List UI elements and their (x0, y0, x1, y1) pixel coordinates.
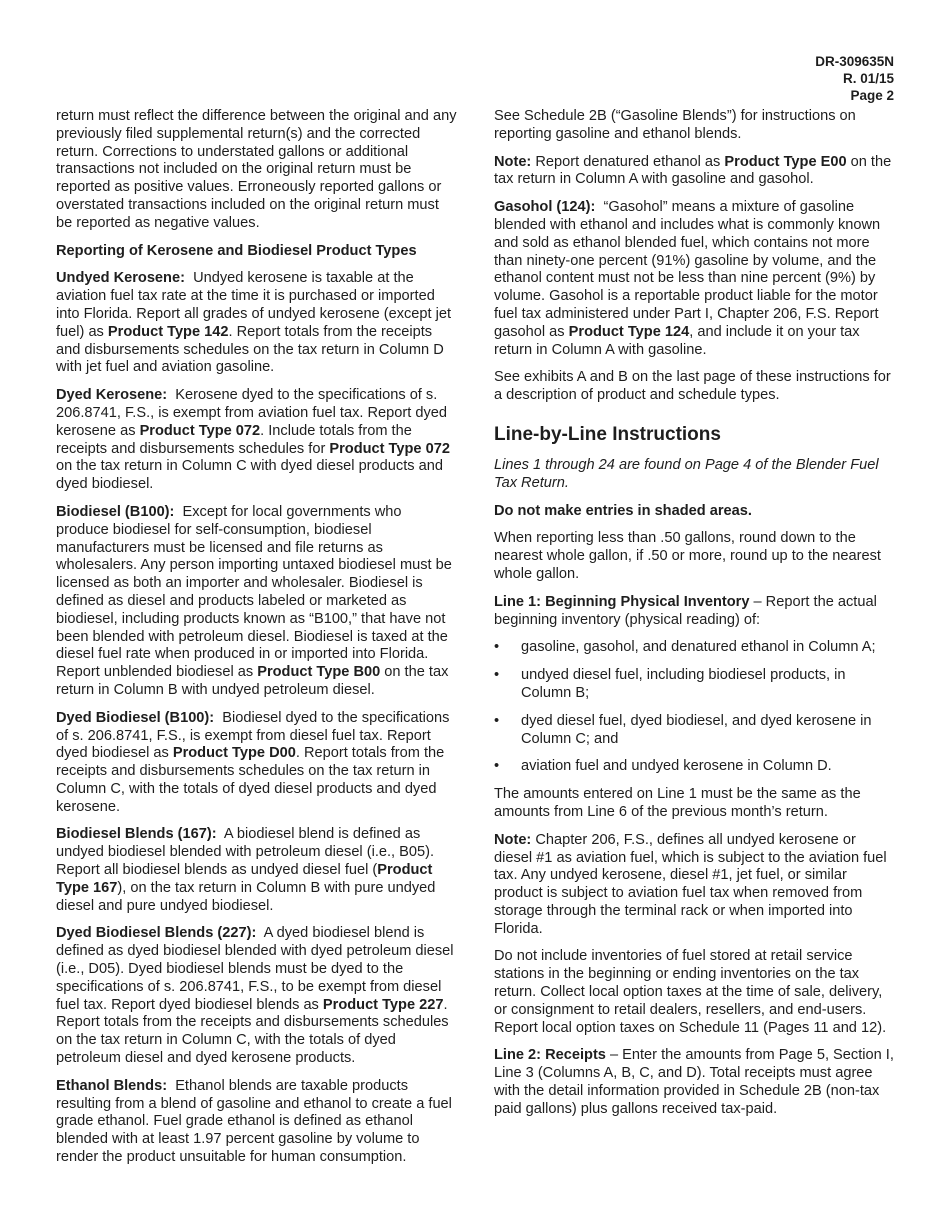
list-item (494, 667, 896, 703)
right-column (494, 108, 896, 1129)
line-1-paragraph (494, 594, 896, 630)
bullet-icon: • (494, 758, 500, 775)
biodiesel-text-cont: on the tax return in Column B with undyed petroleum diesel. (56, 664, 449, 698)
biodiesel-blends-text-cont: ), on the tax return in Column B with pure undyed diesel and pure undyed biodiesel. (56, 879, 436, 914)
list-item (494, 758, 896, 776)
ethanol-blends-title: Ethanol Blends: (56, 1077, 168, 1094)
dyed-kerosene-title: Dyed Kerosene: (56, 387, 168, 404)
line-1-amounts-paragraph: The amounts entered on Line 1 must be the same as the amounts from Line 6 of the previous month’s return. (494, 786, 861, 820)
undyed-kerosene-text: Undyed kerosene is taxable at the aviation fuel tax rate at the time it is purchased or imported into Florida. Report all grades of undyed kerosene (except jet fuel) as (56, 270, 452, 340)
dyed-kerosene-text-cont: . Include totals from the receipts and disbursements schedules for (56, 422, 412, 457)
dyed-kerosene-paragraph (56, 387, 458, 494)
biodiesel-blends-title: Biodiesel Blends (167): (56, 826, 217, 843)
line-2-paragraph (494, 1047, 896, 1118)
dyed-kerosene-text: Kerosene dyed to the specifications of s. 206.8741, F.S., is exempt from aviation fuel tax. Report dyed kerosene as (56, 387, 447, 439)
list-item-text: dyed diesel fuel, dyed biodiesel, and dyed kerosene in Column C; and (521, 712, 872, 747)
line-by-line-heading: Line-by-Line Instructions (494, 423, 721, 445)
dyed-biodiesel-blends-paragraph (56, 925, 458, 1067)
gasohol-text-cont: , and include it on your tax return in Column A with gasoline. (494, 323, 860, 358)
undyed-kerosene-title: Undyed Kerosene: (56, 270, 185, 287)
line-1-text: – Report the actual beginning inventory (physical reading) of: (494, 593, 877, 628)
note-label: Note: (494, 831, 532, 848)
form-number: DR-309635N (815, 54, 894, 69)
gasohol-text: “Gasohol” means a mixture of gasoline blended with ethanol and includes what is commonly known and sold as ethanol blended fuel, which contains not more than ninety-one percent (91%) gasoline by volume, and the ethanol content must not be less than nine percent (9%) by volume. Gasohol is a reportable product liable for the motor fuel tax administered under Part I, Chapter 206, F.S. Report gasohol as (494, 199, 881, 340)
list-item (494, 639, 896, 657)
form-revision: R. 01/15 (842, 71, 894, 86)
ethanol-blends-paragraph (56, 1078, 458, 1167)
dyed-biodiesel-paragraph (56, 710, 458, 817)
gasohol-paragraph (494, 199, 896, 359)
shaded-areas-note: Do not make entries in shaded areas. (494, 502, 752, 519)
bullet-icon: • (494, 667, 500, 684)
undyed-kerosene-text-cont: . Report totals from the receipts and disbursements schedules on the tax return in Column D with jet fuel and aviation gasoline. (56, 323, 444, 376)
product-type-e00: Product Type E00 (724, 153, 847, 170)
schedule-2b-paragraph: See Schedule 2B (“Gasoline Blends”) for instructions on reporting gasoline and ethanol blends. (494, 108, 856, 142)
chapter-206-note-paragraph (494, 832, 896, 939)
biodiesel-paragraph (56, 504, 458, 700)
chapter-206-note-text: Chapter 206, F.S., defines all undyed kerosene or diesel #1 as aviation fuel, which is subject to the aviation fuel tax. Any undyed kerosene, diesel #1, jet fuel, or similar product is subject to aviation fuel tax when removed from storage through the terminal rack or when imported into Florida. (494, 831, 887, 937)
line-2-title: Line 2: Receipts (494, 1047, 606, 1064)
product-type-124: Product Type 124 (568, 323, 690, 340)
dyed-biodiesel-text: Biodiesel dyed to the specifications of s. 206.8741, F.S., is exempt from diesel fuel tax. Report dyed biodiesel as (56, 709, 450, 762)
inventories-paragraph: Do not include inventories of fuel stored at retail service stations in the beginning or ending inventories on the tax return. Collect local option taxes at the time of sale, delivery, or consignment to retail dealers, resellers, and end-users. Report local option taxes on Schedule 11 (Pages 11 and 12). (494, 948, 887, 1036)
dyed-biodiesel-text-cont: . Report totals from the receipts and disbursements schedules on the tax return in Column C, with the totals of dyed diesel products and dyed kerosene. (56, 745, 445, 815)
page-number: Page 2 (850, 88, 894, 103)
biodiesel-title: Biodiesel (B100): (56, 503, 175, 520)
note-label: Note: (494, 153, 532, 170)
rounding-paragraph: When reporting less than .50 gallons, round down to the nearest whole gallon, if .50 or more, round up to the nearest whole gallon. (494, 530, 881, 582)
line-2-text: – Enter the amounts from Page 5, Section I, Line 3 (Columns A, B, C, and D). Total receipts must agree with the detail information provided in Schedule 2B (non-tax paid gallons) plus gallons received tax-paid. (494, 1047, 894, 1117)
undyed-kerosene-paragraph (56, 270, 458, 377)
biodiesel-text: Except for local governments who produce biodiesel for self-consumption, biodiesel manufacturers must be licensed and file returns as wholesalers. Any person importing untaxed biodiesel must be licensed as both an importer and wholesaler. Biodiesel is defined as diesel and products labeled or marketed as biodiesel, including products known as “B100,” that have not been blended with petroleum diesel. Biodiesel is taxed at the diesel fuel rate when produced in or imported into Florida. Report unblended biodiesel as (56, 503, 452, 681)
product-type-167: Product Type 167 (56, 862, 433, 896)
product-type-d00: Product Type D00 (172, 745, 296, 762)
list-item-text: undyed diesel fuel, including biodiesel products, in Column B; (521, 667, 846, 701)
dyed-biodiesel-title: Dyed Biodiesel (B100): (56, 709, 215, 726)
list-item-text: gasoline, gasohol, and denatured ethanol in Column A; (521, 639, 876, 656)
product-type-227: Product Type 227 (322, 996, 444, 1013)
product-type-b00: Product Type B00 (257, 664, 381, 681)
intro-paragraph: return must reflect the difference between the original and any previously filed supplemental return(s) and the corrected return. Corrections to understated gallons or additional transactions not included on the original return must be reported as positive values. Erroneously reported gallons or overstated transactions included on the original return must be reported as negative values. (56, 108, 457, 231)
form-header (815, 53, 894, 104)
dyed-biodiesel-blends-text: A dyed biodiesel blend is defined as dyed biodiesel blended with dyed petroleum diesel (i.e., D05). Dyed biodiesel blends must be dyed to the specifications of s. 206.8741, F.S., to be exempt from diesel fuel tax. Report dyed biodiesel blends as (56, 925, 454, 1013)
dyed-kerosene-text-end: on the tax return in Column C with dyed diesel products and dyed biodiesel. (56, 458, 443, 493)
gasohol-title: Gasohol (124): (494, 199, 596, 216)
dyed-biodiesel-blends-title: Dyed Biodiesel Blends (227): (56, 925, 257, 942)
list-item (494, 713, 896, 749)
ethanol-note-paragraph (494, 154, 896, 190)
product-type-072-repeat: Product Type 072 (329, 440, 450, 457)
biodiesel-blends-paragraph (56, 826, 458, 915)
inventory-column-list (494, 639, 896, 776)
ethanol-blends-text: Ethanol blends are taxable products resulting from a blend of gasoline and ethanol to create a fuel grade ethanol. Fuel grade ethanol is defined as ethanol blended with at least 1.97 percent gasoline by volume to render the product unsuitable for human consumption. (56, 1077, 452, 1166)
bullet-icon: • (494, 712, 500, 729)
bullet-icon: • (494, 639, 500, 656)
line-1-title: Line 1: Beginning Physical Inventory (494, 593, 750, 610)
left-column (56, 108, 458, 1177)
kerosene-biodiesel-heading: Reporting of Kerosene and Biodiesel Product Types (56, 242, 417, 259)
exhibits-paragraph: See exhibits A and B on the last page of these instructions for a description of product and schedule types. (494, 369, 891, 404)
product-type-072: Product Type 072 (139, 422, 261, 439)
biodiesel-blends-text: A biodiesel blend is defined as undyed biodiesel blended with petroleum diesel (i.e., B05). Report all biodiesel blends as undyed diesel fuel ( (56, 826, 435, 879)
ethanol-note-text: Report denatured ethanol as (531, 153, 725, 170)
dyed-biodiesel-blends-text-cont: . Report totals from the receipts and disbursements schedules on the tax return in Column C, with the totals of dyed petroleum diesel and dyed kerosene products. (56, 996, 449, 1067)
product-type-142: Product Type 142 (107, 323, 229, 340)
ethanol-note-text-cont: on the tax return in Column A with gasoline and gasohol. (494, 153, 892, 188)
lines-location-note: Lines 1 through 24 are found on Page 4 of the Blender Fuel Tax Return. (494, 456, 879, 491)
list-item-text: aviation fuel and undyed kerosene in Column D. (521, 758, 832, 775)
